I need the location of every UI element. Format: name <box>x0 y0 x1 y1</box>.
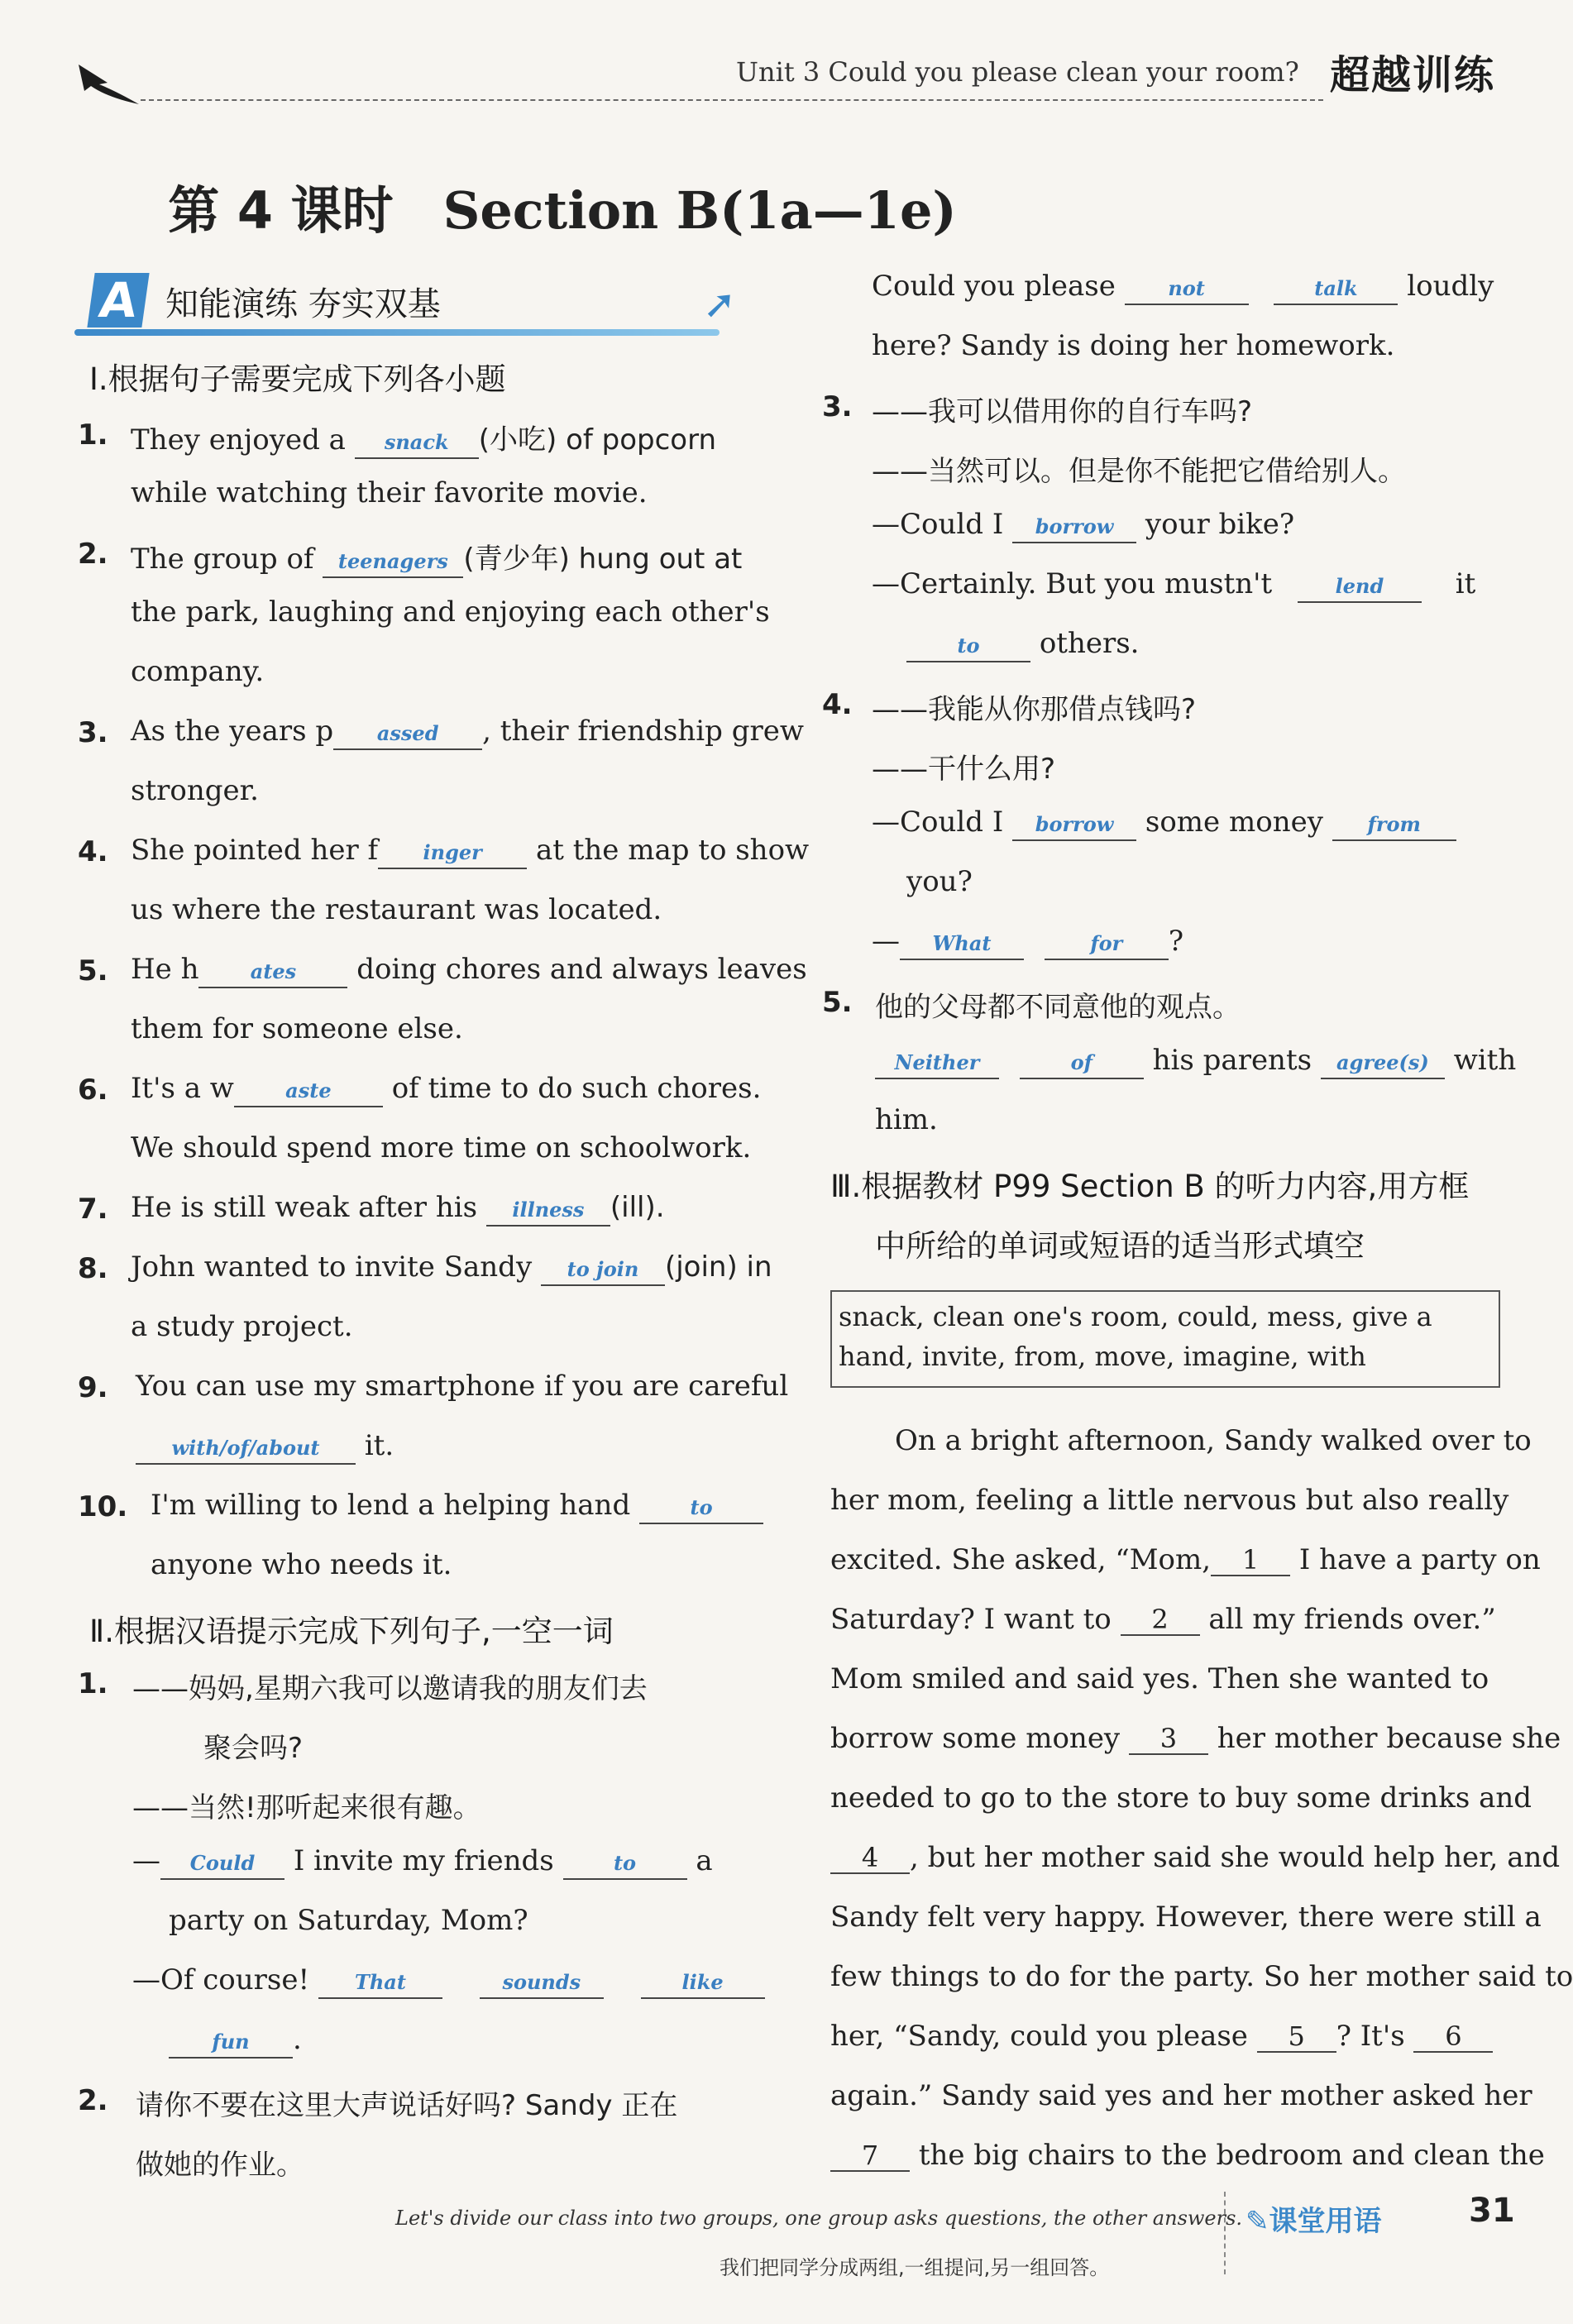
banner-underline <box>74 329 720 336</box>
answer-blank[interactable]: snack <box>355 428 479 459</box>
answer-blank[interactable]: sounds <box>480 1968 604 1999</box>
section-label: Section B(1a—1e) <box>442 180 957 241</box>
item-number: 4. <box>822 688 853 721</box>
part2-heading: Ⅱ.根据汉语提示完成下列句子,一空一词 <box>89 1614 614 1649</box>
item-number: 1. <box>78 1667 108 1700</box>
unit-title: Unit 3 Could you please clean your room? <box>736 56 1299 88</box>
answer-blank[interactable]: from <box>1332 810 1456 841</box>
question-line: fun . <box>169 2023 302 2059</box>
answer-blank[interactable]: of <box>1020 1048 1144 1079</box>
brand-title: 超越训练 <box>1330 52 1496 98</box>
passage-line: On a bright afternoon, Sandy walked over to <box>895 1424 1532 1457</box>
answer-blank[interactable]: to <box>639 1493 763 1524</box>
passage-line: few things to do for the party. So her mother said to <box>830 1960 1573 1993</box>
answer-blank[interactable]: inger <box>378 838 527 869</box>
cloze-blank[interactable]: 1 <box>1211 1545 1290 1576</box>
lesson-number: 第 4 课时 <box>168 180 394 241</box>
pen-icon: ✎ <box>1245 2205 1269 2238</box>
passage-line: her, “Sandy, could you please 5 ? It's 6 <box>830 2020 1493 2053</box>
item-number: 4. <box>78 835 108 868</box>
footer-divider <box>1224 2192 1227 2274</box>
cloze-blank[interactable]: 5 <box>1257 2021 1336 2053</box>
cloze-blank[interactable]: 6 <box>1413 2021 1493 2053</box>
answer-blank[interactable]: lend <box>1298 571 1422 603</box>
answer-blank[interactable]: aste <box>234 1076 383 1107</box>
word-bank-box <box>830 1290 1500 1388</box>
answer-blank[interactable]: for <box>1045 929 1169 960</box>
question-line: He is still weak after his illness (ill). <box>131 1191 665 1227</box>
question-line: — Could I invite my friends to a <box>132 1844 713 1880</box>
answer-blank[interactable]: to <box>906 631 1030 662</box>
chinese-prompt: 请你不要在这里大声说话好吗? Sandy 正在 <box>136 2089 678 2122</box>
chinese-prompt: 聚会吗? <box>203 1732 304 1765</box>
cloze-blank[interactable]: 4 <box>830 1843 910 1874</box>
answer-blank[interactable]: like <box>641 1968 765 1999</box>
item-number: 3. <box>822 390 853 423</box>
item-number: 10. <box>78 1490 128 1523</box>
answer-blank[interactable]: to <box>563 1848 687 1880</box>
chinese-prompt: ——干什么用? <box>872 753 1056 786</box>
item-number: 8. <box>78 1252 108 1285</box>
question-line: with/of/about it. <box>136 1429 394 1465</box>
passage-line: Saturday? I want to 2 all my friends over.” <box>830 1603 1496 1636</box>
section-a-banner <box>74 273 761 339</box>
answer-blank[interactable]: agree(s) <box>1321 1048 1445 1079</box>
classroom-phrase-label: ✎课堂用语 <box>1245 2205 1382 2238</box>
question-line: I'm willing to lend a helping hand to <box>151 1489 763 1524</box>
word-bank-line: hand, invite, from, move, imagine, with <box>839 1341 1366 1372</box>
question-line: party on Saturday, Mom? <box>169 1904 528 1937</box>
answer-blank[interactable]: Could <box>160 1848 284 1880</box>
chinese-prompt: ——当然可以。但是你不能把它借给别人。 <box>872 455 1406 488</box>
question-line: —Could I borrow some money from <box>872 806 1456 841</box>
answer-blank[interactable]: fun <box>169 2027 293 2059</box>
item-number: 2. <box>78 2084 108 2117</box>
answer-blank[interactable]: ates <box>198 957 347 988</box>
question-line: them for someone else. <box>131 1012 463 1045</box>
question-line: He h ates doing chores and always leaves <box>131 953 807 988</box>
answer-blank[interactable]: talk <box>1274 274 1398 305</box>
answer-blank[interactable]: not <box>1125 274 1249 305</box>
question-line: The group of teenagers (青少年) hung out at <box>131 536 742 578</box>
question-line: —Certainly. But you mustn't lend it <box>872 567 1475 603</box>
answer-blank[interactable]: That <box>318 1968 442 1999</box>
part3-heading-cont: 中所给的单词或短语的适当形式填空 <box>875 1228 1365 1264</box>
answer-blank[interactable]: illness <box>486 1195 610 1227</box>
question-line: stronger. <box>131 774 259 807</box>
question-line: You can use my smartphone if you are careful <box>136 1370 789 1403</box>
question-line: company. <box>131 655 265 688</box>
question-line: They enjoyed a snack (小吃) of popcorn <box>131 417 716 459</box>
question-line: John wanted to invite Sandy to join (join) in <box>131 1250 772 1286</box>
chinese-prompt: ——妈妈,星期六我可以邀请我的朋友们去 <box>132 1672 648 1705</box>
answer-blank[interactable]: assed <box>333 719 482 750</box>
part3-heading: Ⅲ.根据教材 P99 Section B 的听力内容,用方框 <box>830 1169 1470 1204</box>
item-number: 3. <box>78 716 108 749</box>
question-line: anyone who needs it. <box>151 1548 452 1581</box>
page-number: 31 <box>1469 2192 1515 2230</box>
item-number: 7. <box>78 1193 108 1226</box>
question-line: She pointed her f inger at the map to show <box>131 834 809 869</box>
answer-blank[interactable]: with/of/about <box>136 1433 356 1465</box>
question-line: to others. <box>906 627 1139 662</box>
answer-blank[interactable]: borrow <box>1012 810 1136 841</box>
item-number: 9. <box>78 1371 108 1404</box>
part1-heading: Ⅰ.根据句子需要完成下列各小题 <box>89 361 506 397</box>
item-number: 5. <box>78 954 108 987</box>
item-number: 6. <box>78 1074 108 1107</box>
chinese-prompt: ——我能从你那借点钱吗? <box>872 693 1197 726</box>
word-bank-line: snack, clean one's room, could, mess, give a <box>839 1301 1432 1332</box>
cloze-blank[interactable]: 2 <box>1121 1604 1200 1636</box>
question-line: We should spend more time on schoolwork. <box>131 1131 752 1164</box>
question-line: us where the restaurant was located. <box>131 893 662 926</box>
header-divider <box>141 99 1323 101</box>
cloze-blank[interactable]: 3 <box>1129 1724 1208 1755</box>
cloze-blank[interactable]: 7 <box>830 2140 910 2172</box>
chinese-prompt: ——当然!那听起来很有趣。 <box>132 1791 481 1824</box>
item-number: 1. <box>78 418 108 452</box>
item-number: 5. <box>822 986 853 1019</box>
passage-line: Mom smiled and said yes. Then she wanted to <box>830 1662 1489 1695</box>
passage-line: Sandy felt very happy. However, there were still a <box>830 1901 1542 1934</box>
classroom-phrase-cn: 我们把同学分成两组,一组提问,另一组回答。 <box>720 2256 1110 2279</box>
question-line: the park, laughing and enjoying each other's <box>131 595 770 629</box>
back-arrow-icon <box>74 58 141 108</box>
question-line: here? Sandy is doing her homework. <box>872 329 1395 362</box>
question-line: — What for ? <box>872 925 1183 960</box>
question-line: It's a w aste of time to do such chores. <box>131 1072 761 1107</box>
answer-blank[interactable]: to join <box>541 1255 665 1286</box>
passage-line: excited. She asked, “Mom, 1 I have a party on <box>830 1543 1541 1576</box>
answer-blank[interactable]: teenagers <box>323 547 463 578</box>
question-line: —Could I borrow your bike? <box>872 508 1294 543</box>
item-number: 2. <box>78 538 108 571</box>
question-line: Could you please not talk loudly <box>872 270 1494 305</box>
question-line: —Of course! That sounds like <box>132 1963 765 1999</box>
answer-blank[interactable]: Neither <box>875 1048 999 1079</box>
passage-line: her mom, feeling a little nervous but also really <box>830 1484 1509 1517</box>
chinese-prompt: ——我可以借用你的自行车吗? <box>872 395 1253 428</box>
question-line: you? <box>906 865 973 898</box>
question-line: As the years p assed , their friendship grew <box>131 715 804 750</box>
question-line: while watching their favorite movie. <box>131 476 648 509</box>
lesson-title <box>0 170 1125 243</box>
answer-blank[interactable]: borrow <box>1012 512 1136 543</box>
chinese-prompt: 做她的作业。 <box>136 2149 304 2182</box>
section-a-badge: A <box>87 273 149 328</box>
passage-line: 4 , but her mother said she would help her, and <box>830 1841 1560 1874</box>
passage-line: borrow some money 3 her mother because she <box>830 1722 1561 1755</box>
section-a-title: 知能演练 夯实双基 <box>165 285 441 323</box>
question-line: Neither of his parents agree(s) with <box>875 1044 1516 1079</box>
chinese-prompt: 他的父母都不同意他的观点。 <box>875 991 1241 1024</box>
question-line: a study project. <box>131 1310 353 1343</box>
answer-blank[interactable]: What <box>900 929 1024 960</box>
curved-arrow-icon: ➚ <box>703 281 737 328</box>
passage-line: needed to go to the store to buy some drinks and <box>830 1781 1532 1815</box>
passage-line: again.” Sandy said yes and her mother asked her <box>830 2079 1532 2112</box>
question-line: him. <box>875 1103 938 1136</box>
classroom-phrase-en: Let's divide our class into two groups, one group asks questions, the other answers. <box>395 2207 1243 2230</box>
passage-line: 7 the big chairs to the bedroom and clean the <box>830 2139 1545 2172</box>
